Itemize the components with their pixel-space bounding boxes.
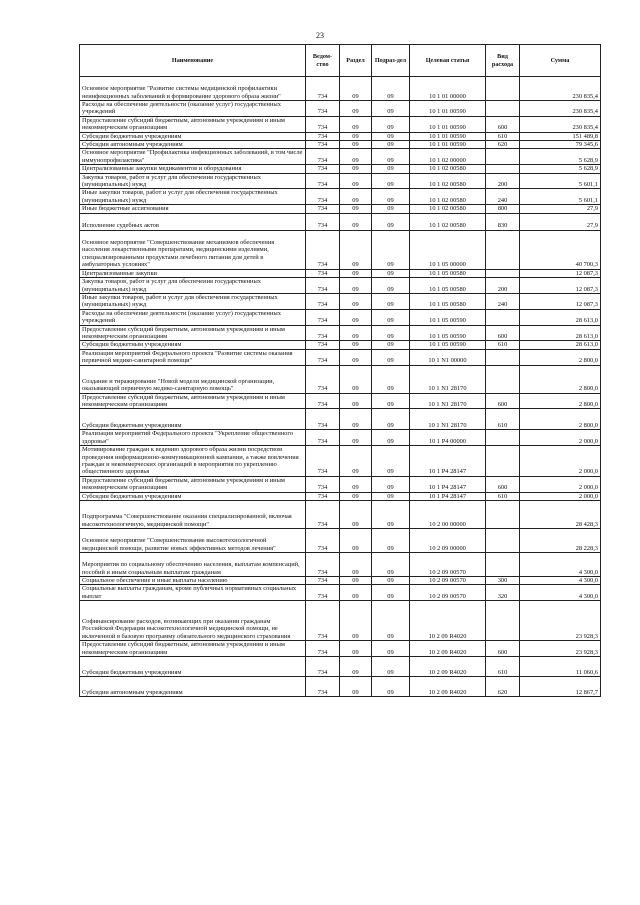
cell-sum: 230 835,4 xyxy=(520,101,601,117)
page-number: 23 xyxy=(316,31,324,40)
table-row xyxy=(80,230,601,269)
cell-sum: 28 428,3 xyxy=(520,501,601,529)
cell-target: 10 2 09 00000 xyxy=(410,529,486,553)
table-row xyxy=(80,173,601,189)
table-row xyxy=(80,189,601,205)
cell-target: 10 1 05 00590 xyxy=(410,309,486,325)
cell-target: 10 1 N1 28170 xyxy=(410,365,486,393)
cell-razdel: 09 xyxy=(340,601,372,641)
cell-vid: 620 xyxy=(486,677,520,697)
cell-podrazdel: 09 xyxy=(372,501,410,529)
cell-sum: 11 060,6 xyxy=(520,657,601,677)
cell-razdel: 09 xyxy=(340,349,372,365)
cell-ved: 734 xyxy=(306,309,340,325)
cell-vid: 610 xyxy=(486,132,520,140)
cell-target: 10 1 05 00590 xyxy=(410,341,486,349)
cell-target: 10 2 09 R4020 xyxy=(410,677,486,697)
cell-vid: 300 xyxy=(486,577,520,585)
header-target: Целевая статья xyxy=(410,45,486,77)
cell-vid xyxy=(486,430,520,446)
table-row xyxy=(80,365,601,393)
cell-vid: 320 xyxy=(486,585,520,601)
cell-sum: 2 000,0 xyxy=(520,492,601,500)
cell-podrazdel: 09 xyxy=(372,553,410,577)
cell-razdel: 09 xyxy=(340,341,372,349)
cell-vid xyxy=(486,309,520,325)
cell-podrazdel: 09 xyxy=(372,309,410,325)
cell-razdel: 09 xyxy=(340,149,372,165)
cell-ved: 734 xyxy=(306,101,340,117)
cell-ved: 734 xyxy=(306,446,340,477)
cell-vid xyxy=(486,77,520,101)
cell-target: 10 1 05 00580 xyxy=(410,269,486,277)
cell-sum: 2 800,0 xyxy=(520,393,601,409)
cell-podrazdel: 09 xyxy=(372,677,410,697)
cell-razdel: 09 xyxy=(340,173,372,189)
cell-target: 10 1 01 00590 xyxy=(410,101,486,117)
cell-ved: 734 xyxy=(306,393,340,409)
cell-podrazdel: 09 xyxy=(372,149,410,165)
cell-name: Социальное обеспечение и иные выплаты населению xyxy=(80,577,306,585)
cell-sum: 2 800,0 xyxy=(520,409,601,430)
cell-podrazdel: 09 xyxy=(372,341,410,349)
cell-ved: 734 xyxy=(306,341,340,349)
cell-ved: 734 xyxy=(306,349,340,365)
cell-sum: 151 489,8 xyxy=(520,132,601,140)
cell-name: Субсидии бюджетным учреждениям xyxy=(80,132,306,140)
cell-ved: 734 xyxy=(306,293,340,309)
cell-razdel: 09 xyxy=(340,77,372,101)
cell-vid: 240 xyxy=(486,189,520,205)
cell-target: 10 1 P4 00000 xyxy=(410,430,486,446)
cell-ved: 734 xyxy=(306,132,340,140)
table-row xyxy=(80,529,601,553)
cell-target: 10 1 N1 28170 xyxy=(410,393,486,409)
cell-vid xyxy=(486,349,520,365)
table-row xyxy=(80,349,601,365)
cell-ved: 734 xyxy=(306,278,340,294)
table-row xyxy=(80,293,601,309)
cell-target: 10 1 02 00580 xyxy=(410,165,486,173)
table-row xyxy=(80,149,601,165)
cell-target: 10 1 05 00590 xyxy=(410,325,486,341)
cell-name: Подпрограмма "Совершенствование оказания специализированной, включая высокотехнологичную, медицинской помощи" xyxy=(80,501,306,529)
cell-podrazdel: 09 xyxy=(372,409,410,430)
cell-podrazdel: 09 xyxy=(372,132,410,140)
cell-target: 10 1 P4 28147 xyxy=(410,492,486,500)
cell-name: Предоставление субсидий бюджетным, автономным учреждениям и иным некоммерческим организациям xyxy=(80,325,306,341)
header-podrazdel: Подраз-дел xyxy=(372,45,410,77)
cell-podrazdel: 09 xyxy=(372,116,410,132)
cell-razdel: 09 xyxy=(340,230,372,269)
cell-vid: 610 xyxy=(486,409,520,430)
cell-podrazdel: 09 xyxy=(372,529,410,553)
cell-razdel: 09 xyxy=(340,446,372,477)
cell-name: Расходы на обеспечение деятельности (оказание услуг) государственных учреждений xyxy=(80,101,306,117)
cell-name: Иные закупки товаров, работ и услуг для обеспечения государственных (муниципальных) нужд xyxy=(80,293,306,309)
cell-ved: 734 xyxy=(306,409,340,430)
budget-table xyxy=(79,44,601,697)
table-row xyxy=(80,553,601,577)
cell-ved: 734 xyxy=(306,476,340,492)
cell-sum: 230 835,4 xyxy=(520,116,601,132)
cell-vid: 200 xyxy=(486,278,520,294)
cell-target: 10 2 00 00000 xyxy=(410,501,486,529)
cell-razdel: 09 xyxy=(340,309,372,325)
table-row xyxy=(80,585,601,601)
cell-vid: 200 xyxy=(486,173,520,189)
cell-ved: 734 xyxy=(306,189,340,205)
cell-vid xyxy=(486,101,520,117)
cell-vid xyxy=(486,529,520,553)
cell-name: Иные бюджетные ассигнования xyxy=(80,205,306,213)
cell-ved: 734 xyxy=(306,677,340,697)
cell-vid: 800 xyxy=(486,205,520,213)
cell-target: 10 1 02 00580 xyxy=(410,213,486,230)
cell-name: Основное мероприятие "Совершенствование высокотехнологичной медицинской помощи, развитие новых эффективных методов лечения" xyxy=(80,529,306,553)
cell-name: Предоставление субсидий бюджетным, автономным учреждениям и иным некоммерческим организациям xyxy=(80,393,306,409)
cell-razdel: 09 xyxy=(340,213,372,230)
table-row xyxy=(80,430,601,446)
cell-razdel: 09 xyxy=(340,393,372,409)
cell-target: 10 1 01 00590 xyxy=(410,141,486,149)
cell-sum: 2 000,0 xyxy=(520,476,601,492)
cell-vid: 600 xyxy=(486,393,520,409)
cell-ved: 734 xyxy=(306,641,340,657)
cell-vid: 600 xyxy=(486,476,520,492)
table-header-row xyxy=(80,45,601,77)
cell-sum: 2 800,0 xyxy=(520,349,601,365)
cell-ved: 734 xyxy=(306,492,340,500)
cell-podrazdel: 09 xyxy=(372,205,410,213)
cell-razdel: 09 xyxy=(340,293,372,309)
cell-ved: 734 xyxy=(306,213,340,230)
cell-target: 10 1 01 00000 xyxy=(410,77,486,101)
cell-sum: 5 601,1 xyxy=(520,173,601,189)
cell-name: Субсидии автономным учреждениям xyxy=(80,141,306,149)
cell-sum: 12 087,3 xyxy=(520,269,601,277)
cell-vid: 830 xyxy=(486,213,520,230)
cell-target: 10 1 05 00580 xyxy=(410,278,486,294)
cell-sum: 2 000,0 xyxy=(520,446,601,477)
cell-target: 10 1 02 00000 xyxy=(410,149,486,165)
cell-sum: 12 087,3 xyxy=(520,278,601,294)
cell-name: Реализация мероприятий Федерального проекта "Развитие системы оказания первичной медико-санитарной помощи" xyxy=(80,349,306,365)
cell-name: Мотивирование граждан к ведению здорового образа жизни посредством проведения информационно-коммуникационной кампании, а также вовлечения граждан и некоммерческих организаций в мероприятия по укреплению общественного здоровья xyxy=(80,446,306,477)
cell-ved: 734 xyxy=(306,577,340,585)
cell-vid xyxy=(486,501,520,529)
cell-sum: 28 613,0 xyxy=(520,309,601,325)
cell-name: Реализация мероприятий Федерального проекта "Укрепление общественного здоровья" xyxy=(80,430,306,446)
header-sum: Сумма xyxy=(520,45,601,77)
cell-ved: 734 xyxy=(306,141,340,149)
cell-vid xyxy=(486,230,520,269)
cell-vid: 600 xyxy=(486,641,520,657)
table-row xyxy=(80,165,601,173)
cell-podrazdel: 09 xyxy=(372,269,410,277)
cell-sum: 28 228,3 xyxy=(520,529,601,553)
table-row xyxy=(80,132,601,140)
cell-podrazdel: 09 xyxy=(372,365,410,393)
cell-target: 10 1 02 00580 xyxy=(410,173,486,189)
cell-name: Создание и тиражирование "Новой модели медицинской организации, оказывающей первичную медико-санитарную помощь" xyxy=(80,365,306,393)
cell-target: 10 2 09 R4020 xyxy=(410,641,486,657)
table-body xyxy=(80,77,601,697)
cell-name: Софинансирование расходов, возникающих при оказании гражданам Российской Федерации высокотехнологичной медицинской помощи, не включенной в базовую программу обязательного медицинского страхования xyxy=(80,601,306,641)
cell-sum: 5 628,9 xyxy=(520,165,601,173)
cell-target: 10 1 01 00590 xyxy=(410,116,486,132)
cell-sum: 28 613,0 xyxy=(520,325,601,341)
cell-name: Централизованные закупки медикаментов и оборудования xyxy=(80,165,306,173)
cell-razdel: 09 xyxy=(340,165,372,173)
table-row xyxy=(80,657,601,677)
cell-target: 10 1 02 00580 xyxy=(410,189,486,205)
cell-podrazdel: 09 xyxy=(372,349,410,365)
cell-name: Расходы на обеспечение деятельности (оказание услуг) государственных учреждений xyxy=(80,309,306,325)
cell-sum: 23 928,3 xyxy=(520,601,601,641)
cell-vid xyxy=(486,149,520,165)
table-row xyxy=(80,205,601,213)
cell-razdel: 09 xyxy=(340,278,372,294)
cell-name: Централизованные закупки xyxy=(80,269,306,277)
cell-name: Мероприятия по социальному обеспечению населения, выплатам компенсаций, пособий и иным социальным выплатам гражданам xyxy=(80,553,306,577)
cell-razdel: 09 xyxy=(340,677,372,697)
cell-ved: 734 xyxy=(306,601,340,641)
cell-podrazdel: 09 xyxy=(372,393,410,409)
cell-vid: 600 xyxy=(486,116,520,132)
cell-podrazdel: 09 xyxy=(372,77,410,101)
cell-sum: 5 628,9 xyxy=(520,149,601,165)
cell-name: Исполнение судебных актов xyxy=(80,213,306,230)
cell-sum: 5 601,1 xyxy=(520,189,601,205)
cell-name: Основное мероприятие "Профилактика инфекционных заболеваний, в том числе иммунопрофилактика" xyxy=(80,149,306,165)
cell-podrazdel: 09 xyxy=(372,585,410,601)
cell-podrazdel: 09 xyxy=(372,577,410,585)
cell-razdel: 09 xyxy=(340,141,372,149)
cell-vid xyxy=(486,446,520,477)
cell-podrazdel: 09 xyxy=(372,101,410,117)
cell-vid xyxy=(486,165,520,173)
cell-name: Основное мероприятие "Развитие системы медицинской профилактики неинфекционных заболеваний и формирование здорового образа жизни" xyxy=(80,77,306,101)
cell-vid: 610 xyxy=(486,341,520,349)
table-row xyxy=(80,269,601,277)
cell-target: 10 1 P4 28147 xyxy=(410,476,486,492)
cell-ved: 734 xyxy=(306,585,340,601)
table-row xyxy=(80,601,601,641)
cell-razdel: 09 xyxy=(340,132,372,140)
cell-razdel: 09 xyxy=(340,325,372,341)
cell-target: 10 1 P4 28147 xyxy=(410,446,486,477)
cell-vid: 240 xyxy=(486,293,520,309)
table-row xyxy=(80,577,601,585)
cell-ved: 734 xyxy=(306,149,340,165)
cell-sum: 4 300,0 xyxy=(520,585,601,601)
cell-ved: 734 xyxy=(306,430,340,446)
cell-ved: 734 xyxy=(306,657,340,677)
cell-target: 10 1 02 00580 xyxy=(410,205,486,213)
cell-target: 10 1 05 00580 xyxy=(410,293,486,309)
table-row xyxy=(80,116,601,132)
cell-ved: 734 xyxy=(306,501,340,529)
cell-sum: 79 345,6 xyxy=(520,141,601,149)
cell-ved: 734 xyxy=(306,553,340,577)
cell-razdel: 09 xyxy=(340,657,372,677)
cell-target: 10 2 09 00570 xyxy=(410,585,486,601)
cell-vid xyxy=(486,553,520,577)
cell-podrazdel: 09 xyxy=(372,165,410,173)
cell-ved: 734 xyxy=(306,173,340,189)
cell-razdel: 09 xyxy=(340,189,372,205)
cell-vid xyxy=(486,269,520,277)
cell-target: 10 2 09 00570 xyxy=(410,577,486,585)
cell-name: Основное мероприятие "Совершенствование механизмов обеспечения населения лекарственными препаратами, медицинскими изделиями, специализированными продуктами лечебного питания для детей в амбулаторных условиях" xyxy=(80,230,306,269)
table-row xyxy=(80,325,601,341)
cell-name: Субсидии бюджетным учреждениям xyxy=(80,409,306,430)
cell-razdel: 09 xyxy=(340,269,372,277)
cell-razdel: 09 xyxy=(340,492,372,500)
cell-name: Субсидии автономным учреждениям xyxy=(80,677,306,697)
cell-razdel: 09 xyxy=(340,553,372,577)
table-row xyxy=(80,492,601,500)
cell-target: 10 1 01 00590 xyxy=(410,132,486,140)
cell-name: Предоставление субсидий бюджетным, автономным учреждениям и иным некоммерческим организациям xyxy=(80,116,306,132)
cell-podrazdel: 09 xyxy=(372,189,410,205)
cell-razdel: 09 xyxy=(340,501,372,529)
cell-name: Субсидии бюджетным учреждениям xyxy=(80,657,306,677)
cell-podrazdel: 09 xyxy=(372,230,410,269)
cell-ved: 734 xyxy=(306,529,340,553)
cell-podrazdel: 09 xyxy=(372,173,410,189)
cell-name: Предоставление субсидий бюджетным, автономным учреждениям и иным некоммерческим организациям xyxy=(80,476,306,492)
table-row xyxy=(80,393,601,409)
header-name: Наименование xyxy=(80,45,306,77)
table-row xyxy=(80,501,601,529)
cell-razdel: 09 xyxy=(340,529,372,553)
cell-ved: 734 xyxy=(306,165,340,173)
cell-name: Социальные выплаты гражданам, кроме публичных нормативных социальных выплат xyxy=(80,585,306,601)
cell-podrazdel: 09 xyxy=(372,213,410,230)
cell-ved: 734 xyxy=(306,116,340,132)
cell-sum: 12 867,7 xyxy=(520,677,601,697)
cell-ved: 734 xyxy=(306,325,340,341)
table-row xyxy=(80,409,601,430)
table-row xyxy=(80,278,601,294)
cell-vid: 610 xyxy=(486,492,520,500)
cell-podrazdel: 09 xyxy=(372,430,410,446)
cell-target: 10 2 09 00570 xyxy=(410,553,486,577)
cell-ved: 734 xyxy=(306,205,340,213)
cell-sum: 4 300,0 xyxy=(520,553,601,577)
cell-sum: 2 800,0 xyxy=(520,365,601,393)
cell-sum: 230 835,4 xyxy=(520,77,601,101)
cell-razdel: 09 xyxy=(340,205,372,213)
cell-sum: 4 300,0 xyxy=(520,577,601,585)
cell-razdel: 09 xyxy=(340,430,372,446)
table-row xyxy=(80,141,601,149)
cell-target: 10 1 05 00000 xyxy=(410,230,486,269)
cell-ved: 734 xyxy=(306,77,340,101)
table-row xyxy=(80,309,601,325)
table-row xyxy=(80,101,601,117)
cell-name: Иные закупки товаров, работ и услуг для обеспечения государственных (муниципальных) нужд xyxy=(80,189,306,205)
cell-target: 10 2 09 R4020 xyxy=(410,601,486,641)
cell-vid xyxy=(486,601,520,641)
table-row xyxy=(80,213,601,230)
table-row xyxy=(80,446,601,477)
cell-sum: 23 928,3 xyxy=(520,641,601,657)
table-row xyxy=(80,476,601,492)
cell-sum: 12 087,3 xyxy=(520,293,601,309)
header-ved: Ведом-ство xyxy=(306,45,340,77)
cell-podrazdel: 09 xyxy=(372,325,410,341)
table-row xyxy=(80,77,601,101)
cell-podrazdel: 09 xyxy=(372,492,410,500)
header-razdel: Раздел xyxy=(340,45,372,77)
cell-razdel: 09 xyxy=(340,641,372,657)
cell-podrazdel: 09 xyxy=(372,657,410,677)
cell-podrazdel: 09 xyxy=(372,446,410,477)
cell-vid: 620 xyxy=(486,141,520,149)
cell-name: Субсидии бюджетным учреждениям xyxy=(80,341,306,349)
cell-target: 10 2 09 R4020 xyxy=(410,657,486,677)
cell-ved: 734 xyxy=(306,365,340,393)
cell-vid xyxy=(486,365,520,393)
cell-target: 10 1 N1 00000 xyxy=(410,349,486,365)
cell-sum: 40 700,3 xyxy=(520,230,601,269)
cell-sum: 27,9 xyxy=(520,205,601,213)
cell-razdel: 09 xyxy=(340,476,372,492)
table-row xyxy=(80,677,601,697)
cell-podrazdel: 09 xyxy=(372,141,410,149)
cell-razdel: 09 xyxy=(340,116,372,132)
cell-podrazdel: 09 xyxy=(372,476,410,492)
table-row xyxy=(80,341,601,349)
cell-ved: 734 xyxy=(306,269,340,277)
cell-razdel: 09 xyxy=(340,101,372,117)
cell-ved: 734 xyxy=(306,230,340,269)
cell-razdel: 09 xyxy=(340,365,372,393)
cell-sum: 28 613,0 xyxy=(520,341,601,349)
cell-podrazdel: 09 xyxy=(372,293,410,309)
cell-name: Закупка товаров, работ и услуг для обеспечения государственных (муниципальных) нужд xyxy=(80,278,306,294)
cell-name: Предоставление субсидий бюджетным, автономным учреждениям и иным некоммерческим организациям xyxy=(80,641,306,657)
cell-name: Закупка товаров, работ и услуг для обеспечения государственных (муниципальных) нужд xyxy=(80,173,306,189)
header-vid: Вид расхода xyxy=(486,45,520,77)
cell-name: Субсидии бюджетным учреждениям xyxy=(80,492,306,500)
cell-podrazdel: 09 xyxy=(372,278,410,294)
cell-sum: 27,9 xyxy=(520,213,601,230)
cell-podrazdel: 09 xyxy=(372,601,410,641)
cell-podrazdel: 09 xyxy=(372,641,410,657)
cell-target: 10 1 N1 28170 xyxy=(410,409,486,430)
table-row xyxy=(80,641,601,657)
cell-vid: 610 xyxy=(486,657,520,677)
cell-razdel: 09 xyxy=(340,577,372,585)
cell-sum: 2 000,0 xyxy=(520,430,601,446)
cell-vid: 600 xyxy=(486,325,520,341)
cell-razdel: 09 xyxy=(340,585,372,601)
cell-razdel: 09 xyxy=(340,409,372,430)
